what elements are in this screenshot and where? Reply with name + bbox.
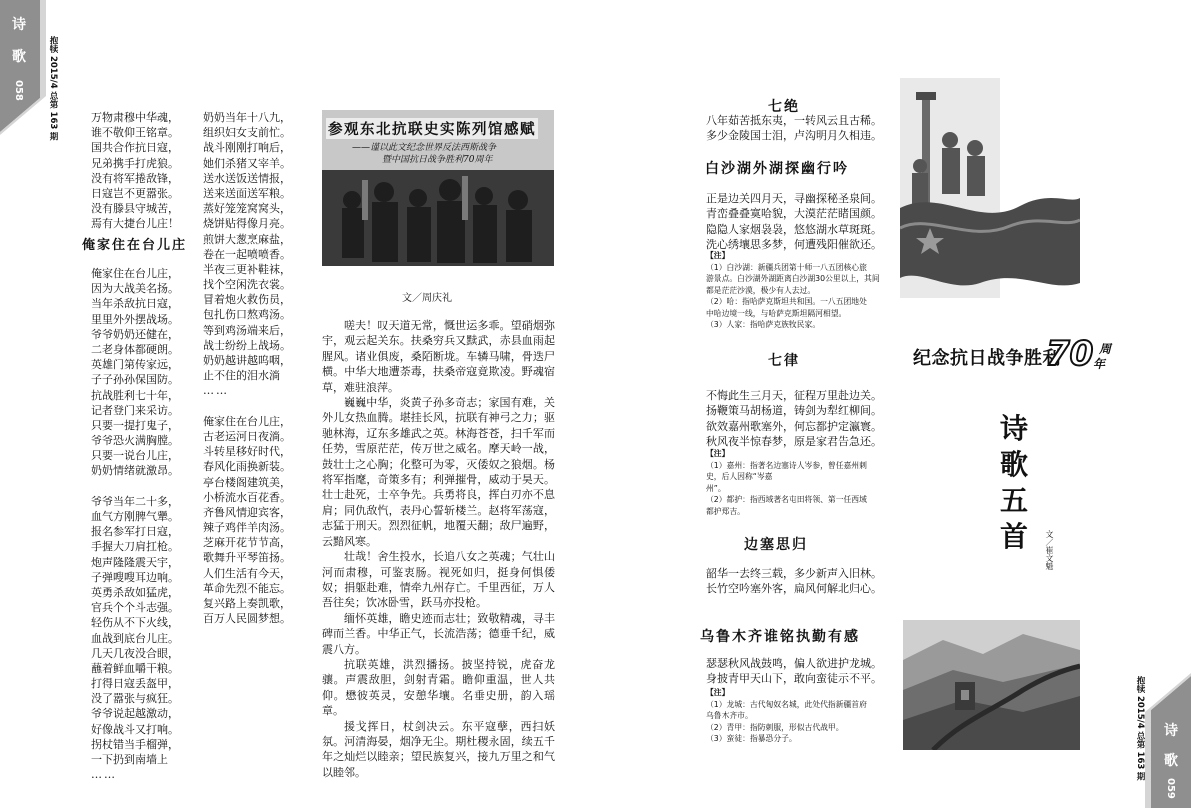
note-line: 史，后人因称“岑嘉 xyxy=(706,472,773,481)
poem-line: 几天几夜没合眼， xyxy=(91,646,179,660)
poem-line: 没了嚣张与疯狂。 xyxy=(91,692,179,706)
right-journal-info: 抱犊 2015/4 总第 163 期 xyxy=(1135,676,1145,781)
article-author: 文／周庆礼 xyxy=(402,293,452,304)
note-header: 【注】 xyxy=(706,251,730,260)
banner-number: 70 xyxy=(1046,334,1094,374)
poem-line: 芝麻开花节节高， xyxy=(203,536,291,550)
poem-line: 英雄门第传家远， xyxy=(91,358,179,372)
poem-line: 血气方刚脾气犟。 xyxy=(91,510,179,523)
poem-line: 扬鞭策马胡杨道，铸剑为犁红柳间。 xyxy=(706,404,882,418)
poem-line: 复兴路上奏凯歌， xyxy=(203,597,291,610)
stanza-gap xyxy=(203,399,291,414)
poem-line: 卷在一起喷喷香。 xyxy=(203,247,291,261)
poem-col-2 xyxy=(203,110,291,626)
series-title-char-3: 五 xyxy=(1000,484,1029,517)
poem-line: 齐鲁风情迎宾客， xyxy=(203,505,291,519)
article-body xyxy=(322,318,555,780)
poem-line: 身披青甲天山下，敢向蛮徒示不平。 xyxy=(706,672,882,686)
article-paragraph: 援戈挥日，杖剑决云。东平寇孽，西扫妖氛。河清海晏，烟净无尘。期杜稷永固，续五千年之灿烂以睦亲；望民族复兴，接九万里之和气以睦邻。 xyxy=(322,719,555,779)
poem-line: 斗转星移好时代， xyxy=(203,445,291,459)
poem-line: 只要一说台儿庄， xyxy=(91,449,179,463)
banner-title: 纪念抗日战争胜利 xyxy=(913,348,1061,369)
poem-line: 八年茹苦抵东夷，一转风云且古稀。 xyxy=(706,114,882,127)
poem-line: 爷爷当年二十多， xyxy=(91,494,179,508)
banner-suffix-top: 周 xyxy=(1099,342,1112,356)
poem-line: 子子孙孙保国防。 xyxy=(91,373,179,387)
note-line: （2）青甲：指防刺服，形似古代战甲。 xyxy=(706,722,844,732)
article-subtitle-2: 暨中国抗日战争胜利70周年 xyxy=(382,155,493,165)
poem-line: 不悔此生三月天，征程万里赴边关。 xyxy=(706,389,882,402)
poem-line: 蒸好笼笼窝窝头， xyxy=(203,202,291,216)
poem-line: 辣子鸡伴羊肉汤。 xyxy=(203,521,291,535)
note-line: （1）嘉州：指著名边塞诗人岑参，曾任嘉州刺 xyxy=(706,460,867,470)
poem-line: 轻伤从不下火线， xyxy=(91,616,179,630)
poem-line: 血战到底台儿庄。 xyxy=(91,631,179,645)
poem-line: 没有将军捲敌锋， xyxy=(91,171,179,185)
note-line: （2）都护：指西域著名屯田将领、第一任西域 xyxy=(706,495,867,504)
poem-title-taierzhuang: 俺家住在台儿庄 xyxy=(82,238,188,253)
poem-line: 没有滕县守城苦， xyxy=(91,202,179,216)
poem-title-biansai: 边塞思归 xyxy=(744,537,808,553)
poem-line: 战斗刚刚打响后， xyxy=(203,141,291,155)
poem-col-1-top xyxy=(91,110,179,232)
poem-line: 人们生活有今天， xyxy=(203,566,291,580)
poem-line: 爷爷恐火满胸膛。 xyxy=(91,434,179,448)
poem-line: 半夜三更补鞋袜， xyxy=(203,262,291,276)
poem-line: 谁不敬仰王铭章。 xyxy=(91,126,179,140)
poem-line: 爷爷说起越激动， xyxy=(91,707,179,721)
poem-line: 春风化雨换新装。 xyxy=(203,460,291,474)
poem-title-baishahu: 白沙湖外湖探幽行吟 xyxy=(705,161,849,177)
poem-line: 国共合作抗日寇， xyxy=(91,141,179,155)
poem-line: 送来送面送军粮。 xyxy=(203,186,291,200)
poem-line: 一下扔到南墙上 xyxy=(91,753,168,766)
note-line: 都是茫茫沙漠，极少有人去过。 xyxy=(706,285,816,295)
article-title: 参观东北抗联史实陈列馆感赋 xyxy=(326,118,538,139)
ellipsis: …… xyxy=(203,384,229,398)
article-paragraph: 嗟夫！叹天道无常，慨世运多乖。望硝烟弥宇，观云起关东。扶桑穷兵又黩武，赤县血雨起腥风。诸业俱废，桑陌断垅。车辚马啸，骨迭尸横。中华大地遭荼毒，扶桑帝寇竟欺凌。野魂宿草，难驻浪萍。 xyxy=(322,319,555,394)
poem-line: 二老身体都硬朗。 xyxy=(91,342,179,356)
note-line: 都护郑吉。 xyxy=(706,506,745,516)
poem-line: 官兵个个斗志强。 xyxy=(91,601,179,615)
right-page-number: 059 xyxy=(1165,778,1176,799)
note-header: 【注】 xyxy=(706,688,730,697)
poem-line: 长竹空吟塞外客，扁风何解北归心。 xyxy=(706,582,882,596)
poem-line: 打得日寇丢盔甲， xyxy=(91,677,179,691)
note-line: （1）白沙湖：新疆兵团第十师一八五团核心旅 xyxy=(706,262,867,272)
poem-line: 找个空闲洗衣裳。 xyxy=(203,278,291,292)
poem-line: 抗战胜利七十年， xyxy=(91,388,179,402)
series-author: 文／崔文魁 xyxy=(1045,530,1054,570)
poem-line: 送水送饭送情报， xyxy=(203,171,291,185)
poem-line: 欲效嘉州歌塞外，何忘都护定瀛寰。 xyxy=(706,419,882,433)
poem-line: 韶华一去终三载，多少新声入旧林。 xyxy=(706,567,882,580)
article-subtitle-1: ——谨以此文纪念世界反法西斯战争 xyxy=(352,143,497,153)
poem-wulumuqi-lines xyxy=(706,656,882,687)
article-paragraph: 缅怀英雄，瞻史迹而志壮；致敬精魂，寻丰碑而兰香。中华正气，长流浩荡；德垂千纪，威震八方。 xyxy=(322,611,555,656)
series-title-char-4: 首 xyxy=(1000,520,1029,553)
poem-line: 煎饼大葱烹麻盐， xyxy=(203,232,291,246)
poem-line: 爷爷奶奶还健在， xyxy=(91,327,179,341)
poem-line: 当年杀敌抗日寇， xyxy=(91,297,179,311)
poem-line: 俺家住在台儿庄， xyxy=(91,267,179,280)
note-line: （3）人家：指哈萨克族牧民家。 xyxy=(706,320,821,329)
poem-line: 里里外外摆战场。 xyxy=(91,312,179,326)
poem-line: 等到鸡汤端来后， xyxy=(203,323,291,337)
poem-line: 炮声隆隆震天宇， xyxy=(91,555,179,569)
article-paragraph: 抗联英雄，洪烈播扬。披坚持锐，虎奋龙骧。声震敌胆，剑射青霜。瞻仰重温，世人共仰。懋彼英灵，安憩华壤。名垂史册，韵入瑶章。 xyxy=(322,657,555,718)
poem-line: 止不住的泪水淌 xyxy=(203,369,280,383)
poem-line: 包扎伤口熬鸡汤。 xyxy=(203,308,291,322)
note-header: 【注】 xyxy=(706,449,730,458)
poem-line: 秋风夜半惊春梦，原是家君告急还。 xyxy=(706,434,882,448)
note-line: （1）龙城：古代匈奴名城，此处代指新疆首府 xyxy=(706,699,867,709)
poem-title-wulumuqi: 乌鲁木齐谁铭执勤有感 xyxy=(700,629,860,645)
series-title-char-1: 诗 xyxy=(1000,412,1029,445)
poem-line: 好像战斗又打响。 xyxy=(91,722,179,736)
poem-line: 烧饼贴得像月亮。 xyxy=(203,217,291,231)
poem-line: 洗心绣壤思多梦，何遭残阳催欲还。 xyxy=(706,237,882,251)
poem-line: 记者登门来采访。 xyxy=(91,403,179,417)
poem-line: 革命先烈不能忘。 xyxy=(203,581,291,595)
poem-line: 报名参军打日寇， xyxy=(91,525,179,539)
poem-line: 万物肃穆中华魂， xyxy=(91,111,179,124)
poem-col-1-bottom xyxy=(91,266,179,782)
poem-line: 多少金陵国士泪，卢沟明月久相违。 xyxy=(706,129,882,143)
poem-line: 小桥流水百花香。 xyxy=(203,490,291,504)
note-line: 游景点。白沙湖外湖距离白沙湖30公里以上，其间 xyxy=(706,274,880,283)
monument-flag-image xyxy=(900,78,1080,308)
left-tab-char-2: 歌 xyxy=(12,49,26,65)
poem-line: 只要一提打鬼子， xyxy=(91,418,179,432)
poem-line: 俺家住在台儿庄， xyxy=(203,414,291,428)
article-paragraph: 壮哉！舍生投水，长追八女之英魂；气壮山河而肃穆，可鉴衷肠。视死如归，挺身何惧倭奴；捐躯赴难，情牵九州存亡。千里西征，万人吾往矣；饮冰卧雪，跃马亦投枪。 xyxy=(322,550,555,610)
right-tab-char-1: 诗 xyxy=(1164,723,1178,739)
right-tab-char-2: 歌 xyxy=(1164,753,1178,769)
ellipsis: …… xyxy=(91,768,117,782)
poem-line: 组织妇女支前忙。 xyxy=(203,126,291,140)
poem-line: 她们杀猪又宰羊。 xyxy=(203,156,291,170)
poem-line: 因为大战美名扬。 xyxy=(91,282,179,296)
poem-baishahu-notes xyxy=(706,250,880,331)
poem-line: 亭台楼阁建筑美， xyxy=(203,475,291,489)
poem-title-qilv: 七律 xyxy=(768,353,800,369)
left-journal-info: 抱犊 2015/4 总第 163 期 xyxy=(48,36,58,141)
stanza-gap xyxy=(91,479,179,494)
poem-title-qijue: 七绝 xyxy=(768,99,800,115)
poem-line: 拐杖错当手榴弹， xyxy=(91,737,179,751)
note-line: （2）哈：指哈萨克斯坦共和国。一八五团地处 xyxy=(706,297,867,306)
poem-line: 隐隐人家烟袅袅，悠悠湖水草斑斑。 xyxy=(706,222,882,236)
poem-line: 焉有大捷台儿庄！ xyxy=(91,217,179,231)
poem-line: 正是边关四月天，寻幽探秘圣泉间。 xyxy=(706,192,882,205)
poem-qijue-lines xyxy=(706,113,882,144)
poem-line: 青峦叠叠寞哈貌，大漠茫茫睹国颜。 xyxy=(706,207,882,221)
poem-wulumuqi-notes xyxy=(706,687,867,745)
poem-line: 日寇岂不更嚣张。 xyxy=(91,186,179,200)
left-page-number: 058 xyxy=(13,80,24,101)
note-line: （3）蛮徒：指暴恐分子。 xyxy=(706,734,797,743)
banner-suffix-bottom: 年 xyxy=(1093,357,1106,371)
poem-line: 蘸着鲜血嚼干粮。 xyxy=(91,661,179,675)
left-tab-char-1: 诗 xyxy=(12,17,26,33)
poem-line: 冒着炮火救伤员， xyxy=(203,293,291,307)
note-line: 中哈边境一线，与哈萨克斯坦隔河相望。 xyxy=(706,308,847,318)
great-wall-image xyxy=(903,620,1080,750)
poem-line: 子弹嗖嗖耳边响。 xyxy=(91,570,179,584)
series-title-char-2: 歌 xyxy=(1000,448,1029,481)
poem-qilv-lines xyxy=(706,388,882,449)
poem-baishahu-lines xyxy=(706,191,882,252)
note-line: 乌鲁木齐市。 xyxy=(706,711,753,720)
poem-line: 兄弟携手打虎狼。 xyxy=(91,156,179,170)
note-line: 州”。 xyxy=(706,483,726,493)
poem-line: 百万人民圆梦想。 xyxy=(203,612,291,626)
poem-line: 奶奶越讲越呜咽， xyxy=(203,354,291,367)
poem-line: 英勇杀敌如猛虎， xyxy=(91,585,179,599)
poem-qilv-notes xyxy=(706,448,867,517)
article-paragraph: 巍巍中华，炎黄子孙多奇志；家国有难，关外儿女热血腾。堪挂长风，抗联有神弓之力；驱驰林海，辽东多雄武之英。林海苍苍，扫千军而任势，雪原茫茫，传万世之威名。摩天岭一战，鼓壮士之心胸；化整可为零，灭倭奴之狼烟。杨将军指麾，奇策多有；利弹摧骨，威动于昊天。壮士赴死，士卒争先。兵勇将良，挥白刃亦不息肩；同仇敌忾，表丹心誓斩楼兰。赵将军荡寇，志猛于刑天。烈烈征帆，地覆天翻；敌尸遍野，云黯风寒。 xyxy=(322,396,555,548)
poem-line: 古老运河日夜淌。 xyxy=(203,429,291,443)
poem-biansai-lines xyxy=(706,566,882,597)
poem-line: 战士纷纷上战场。 xyxy=(203,338,291,352)
poem-line: 奶奶当年十八九， xyxy=(203,111,291,124)
poem-line: 歌舞升平琴笛扬。 xyxy=(203,551,291,565)
poem-line: 手握大刀肩扛枪。 xyxy=(91,540,179,554)
poem-line: 奶奶情绪就激昂。 xyxy=(91,464,179,478)
poem-line: 瑟瑟秋风战鼓鸣，偏人欲进护龙城。 xyxy=(706,657,882,670)
